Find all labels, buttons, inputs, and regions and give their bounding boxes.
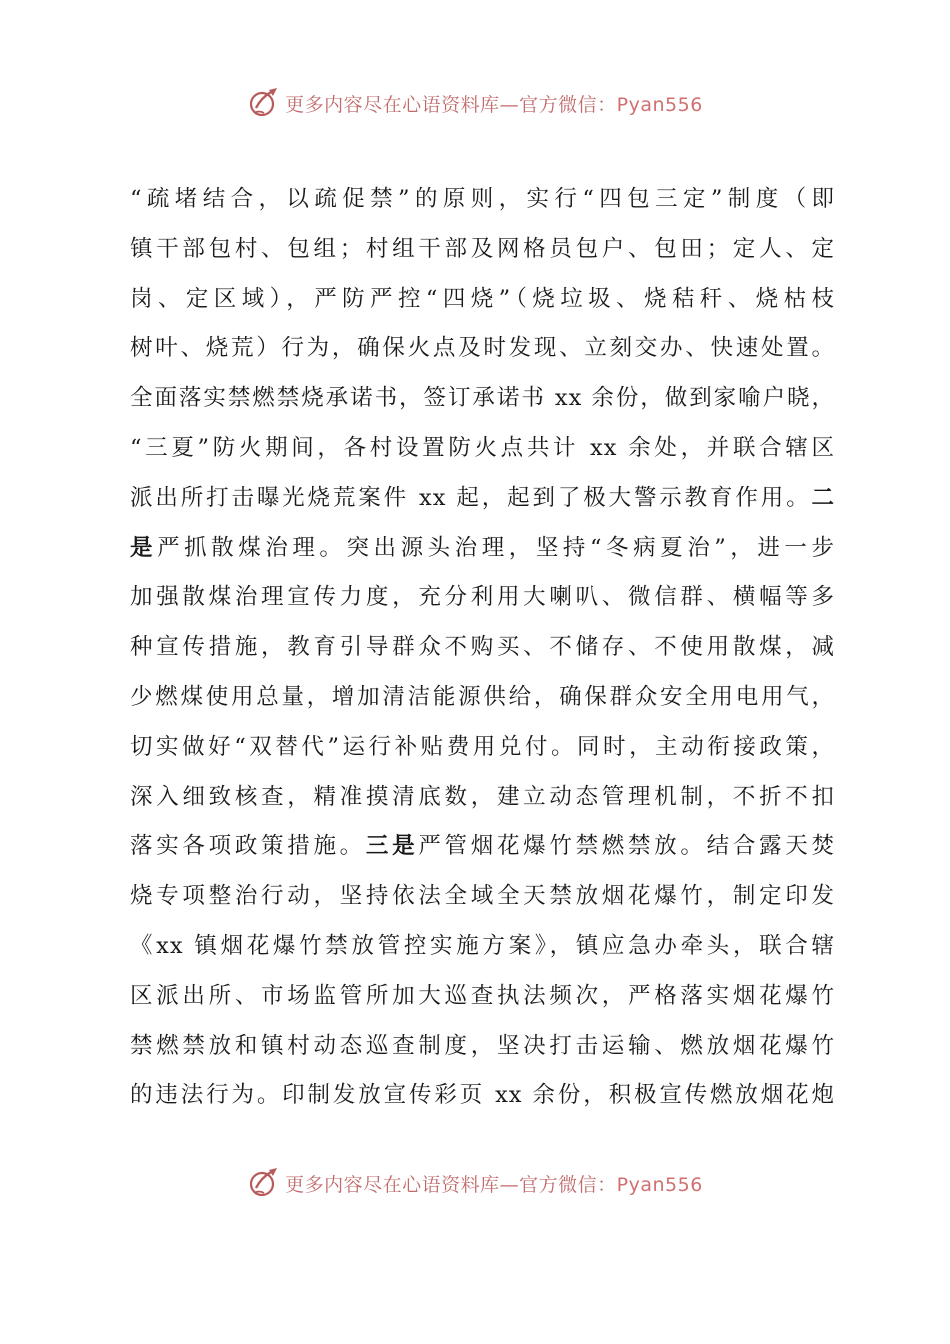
body-line: 区派出所、市场监管所加大巡查执法频次，严格落实烟花爆竹	[130, 982, 835, 1009]
ordinal-marker: 二	[811, 484, 835, 511]
watermark-text: 更多内容尽在心语资料库—官方微信：Pyan556	[285, 93, 703, 116]
body-line: 全面落实禁燃禁烧承诺书，签订承诺书 xx 余份，做到家喻户晓，	[130, 385, 835, 412]
body-line: 少燃煤使用总量，增加清洁能源供给，确保群众安全用电用气，	[130, 683, 835, 710]
body-line: 树叶、烧荒）行为，确保火点及时发现、立刻交办、快速处置。	[130, 335, 835, 362]
body-line: 落实各项政策措施。三是严管烟花爆竹禁燃禁放。结合露天焚	[130, 833, 835, 860]
ordinal-marker: 是	[130, 534, 158, 561]
wechat-id: Pyan556	[616, 93, 703, 116]
body-line: 派出所打击曝光烧荒案件 xx 起，起到了极大警示教育作用。二	[130, 484, 835, 511]
body-line: 岗、定区域），严防严控“四烧”（烧垃圾、烧秸秆、烧枯枝	[130, 285, 835, 312]
body-line: 禁燃禁放和镇村动态巡查制度，坚决打击运输、燃放烟花爆竹	[130, 1032, 835, 1059]
body-line: 的违法行为。印制发放宣传彩页 xx 余份，积极宣传燃放烟花炮	[130, 1082, 835, 1109]
pen-logo-icon	[247, 86, 281, 120]
watermark-text: 更多内容尽在心语资料库—官方微信：Pyan556	[285, 1173, 703, 1196]
body-line: 深入细致核查，精准摸清底数，建立动态管理机制，不折不扣	[130, 783, 835, 810]
watermark-banner-top	[0, 83, 950, 123]
body-line: “三夏”防火期间，各村设置防火点共计 xx 余处，并联合辖区	[130, 434, 835, 461]
watermark-banner-bottom	[0, 1163, 950, 1203]
pen-logo-icon	[247, 1166, 281, 1200]
body-line: “疏堵结合，以疏促禁”的原则，实行“四包三定”制度（即	[130, 186, 835, 212]
body-line: 烧专项整治行动，坚持依法全域全天禁放烟花爆竹，制定印发	[130, 883, 835, 910]
document-body	[130, 175, 835, 1121]
body-line: 《xx 镇烟花爆竹禁放管控实施方案》，镇应急办牵头，联合辖	[130, 932, 835, 959]
body-line: 切实做好“双替代”运行补贴费用兑付。同时，主动衔接政策，	[130, 733, 835, 760]
body-line: 是严抓散煤治理。突出源头治理，坚持“冬病夏治”，进一步	[130, 534, 835, 561]
body-line: 镇干部包村、包组；村组干部及网格员包户、包田；定人、定	[130, 235, 835, 262]
ordinal-marker: 三是	[365, 833, 419, 860]
body-line: 种宣传措施，教育引导群众不购买、不储存、不使用散煤，减	[130, 634, 835, 661]
wechat-id: Pyan556	[616, 1173, 703, 1196]
body-line: 加强散煤治理宣传力度，充分利用大喇叭、微信群、横幅等多	[130, 584, 835, 611]
